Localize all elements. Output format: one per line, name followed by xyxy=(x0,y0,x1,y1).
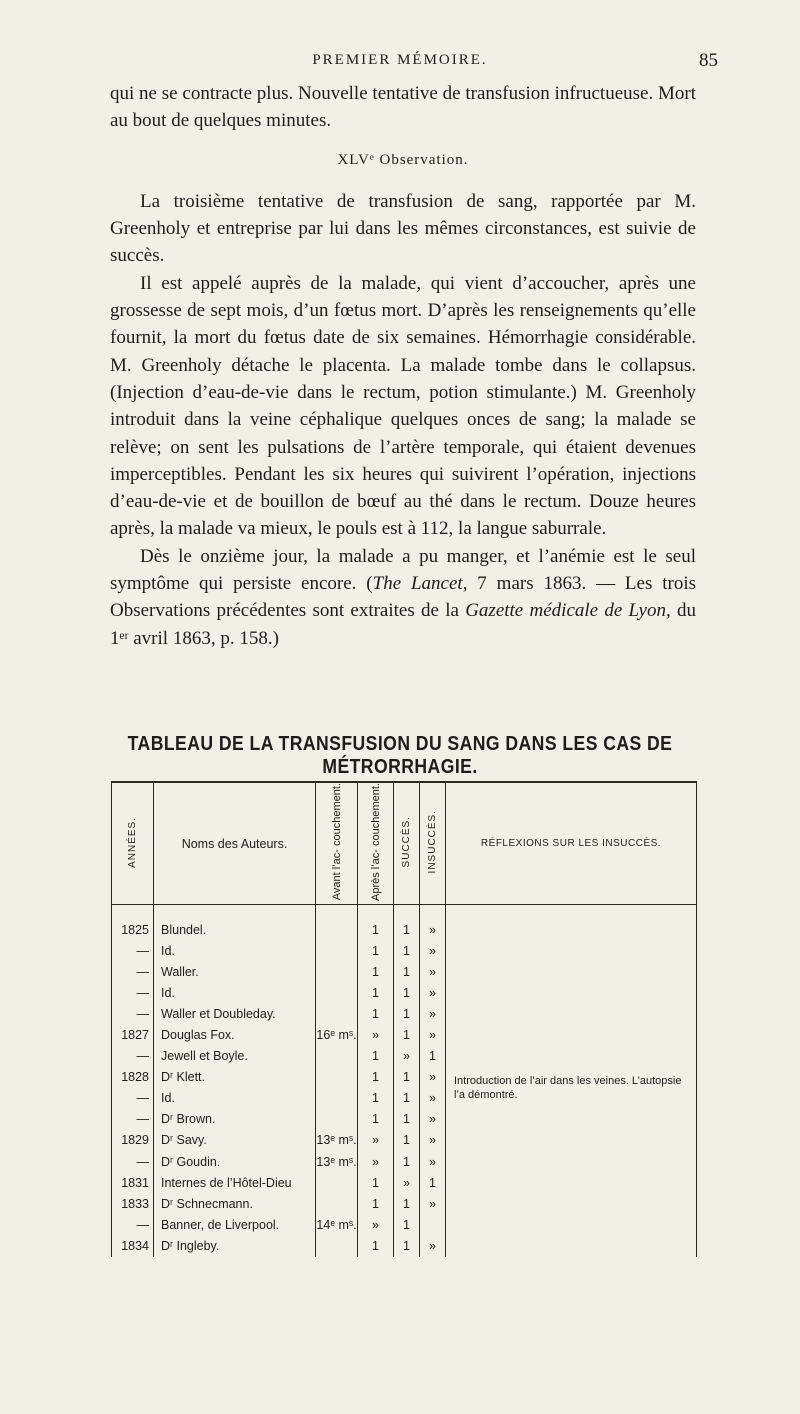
cell-year: — xyxy=(112,1214,154,1235)
cell-apres: 1 xyxy=(358,961,394,982)
cell-author: Jewell et Boyle. xyxy=(154,1046,316,1067)
cell-succes: 1 xyxy=(394,961,420,982)
cell-avant xyxy=(316,982,358,1003)
cell-insucces: » xyxy=(420,982,446,1003)
paragraph-intro: La troisième tentative de transfusion de sang, rapportée par M. Greenholy et entreprise par lui dans les mêmes circonstances, est suivie de succès. xyxy=(110,190,696,267)
transfusion-table xyxy=(111,781,697,1257)
cell-succes: 1 xyxy=(394,1067,420,1088)
cell-insucces: » xyxy=(420,961,446,982)
cell-insucces: » xyxy=(420,1193,446,1214)
outcome-text-end: du 1ᵉʳ avril 1863, p. 158.) xyxy=(110,600,696,649)
table-header-row xyxy=(112,782,697,905)
header-succes: SUCCÈS. xyxy=(394,782,420,905)
cell-avant xyxy=(316,905,358,941)
cell-succes: 1 xyxy=(394,1151,420,1172)
cell-year: 1828 xyxy=(112,1067,154,1088)
cell-succes: 1 xyxy=(394,1235,420,1256)
cell-avant xyxy=(316,1235,358,1256)
cell-avant xyxy=(316,1003,358,1024)
cell-insucces: » xyxy=(420,1130,446,1151)
cell-apres: 1 xyxy=(358,1109,394,1130)
cell-succes: 1 xyxy=(394,1193,420,1214)
cell-succes: » xyxy=(394,1046,420,1067)
cell-year: — xyxy=(112,1088,154,1109)
cell-avant xyxy=(316,1109,358,1130)
cell-insucces: » xyxy=(420,940,446,961)
cell-apres: 1 xyxy=(358,1235,394,1256)
cell-apres: » xyxy=(358,1024,394,1045)
outcome-text-mid: 7 mars 1863. — Les trois Observations précédentes sont extraites de la xyxy=(110,573,696,622)
paragraph-outcome xyxy=(110,543,696,652)
cell-insucces: » xyxy=(420,1003,446,1024)
cell-succes: » xyxy=(394,1172,420,1193)
header-annees: ANNÉES. xyxy=(112,782,154,905)
cell-avant: 13ᵉ mˢ. xyxy=(316,1151,358,1172)
cell-apres: 1 xyxy=(358,1003,394,1024)
cell-avant xyxy=(316,1172,358,1193)
lancet-citation: The Lancet, xyxy=(372,573,468,595)
reflexion-note: Introduction de l’air dans les veines. L’autopsie l’a démontré. xyxy=(454,1074,682,1101)
cell-year: — xyxy=(112,1109,154,1130)
cell-avant xyxy=(316,1046,358,1067)
cell-apres: 1 xyxy=(358,940,394,961)
cell-succes: 1 xyxy=(394,1088,420,1109)
table-body xyxy=(112,905,697,1257)
cell-avant: 16ᵉ mˢ. xyxy=(316,1024,358,1045)
paragraph-case: Il est appelé auprès de la malade, qui vient d’accoucher, après une grossesse de sept mois, d’un fœtus mort. D’après les renseignements qu’elle fournit, la mort du fœtus date de six semaines. Hémorrhagie considérable. M. Greenholy détache le placenta. La malade tombe dans le collapsus. (Injection d’eau-de-vie dans le rectum, potion stimulante.) M. Greenholy introduit dans la veine céphalique quelques onces de sang; la malade se relève; on sent les pulsations de l’artère temporale, qui étaient devenues imperceptibles. Pendant les six heures qui suivirent l’opération, injections d’eau-de-vie et de bouillon de bœuf au thé dans le rectum. Douze heures après, la malade va mieux, le pouls est à 112, la langue saburrale. xyxy=(110,272,696,540)
cell-insucces: 1 xyxy=(420,1172,446,1193)
cell-apres: » xyxy=(358,1151,394,1172)
cell-succes: 1 xyxy=(394,1214,420,1235)
cell-year: — xyxy=(112,982,154,1003)
cell-avant xyxy=(316,961,358,982)
cell-succes: 1 xyxy=(394,940,420,961)
cell-author: Dʳ Schnecmann. xyxy=(154,1193,316,1214)
paragraph-continuation: qui ne se contracte plus. Nouvelle tentative de transfusion infructueuse. Mort au bout de quelques minutes. xyxy=(110,83,696,132)
cell-apres: 1 xyxy=(358,1172,394,1193)
cell-apres: 1 xyxy=(358,1046,394,1067)
cell-year: — xyxy=(112,961,154,982)
cell-year: — xyxy=(112,1003,154,1024)
header-auteurs: Noms des Auteurs. xyxy=(154,782,316,905)
cell-avant: 13ᵉ mˢ. xyxy=(316,1130,358,1151)
cell-apres: 1 xyxy=(358,982,394,1003)
cell-year: 1831 xyxy=(112,1172,154,1193)
cell-year: 1834 xyxy=(112,1235,154,1256)
cell-apres: 1 xyxy=(358,1088,394,1109)
cell-apres: 1 xyxy=(358,905,394,941)
cell-year: 1825 xyxy=(112,905,154,941)
cell-succes: 1 xyxy=(394,1003,420,1024)
cell-insucces: » xyxy=(420,1151,446,1172)
cell-author: Id. xyxy=(154,940,316,961)
body-text xyxy=(110,80,696,652)
cell-insucces: » xyxy=(420,905,446,941)
page-number: 85 xyxy=(699,50,718,71)
cell-year: 1829 xyxy=(112,1130,154,1151)
cell-year: — xyxy=(112,1046,154,1067)
cell-year: — xyxy=(112,1151,154,1172)
gazette-citation: Gazette médicale de Lyon, xyxy=(465,600,671,622)
cell-avant xyxy=(316,1193,358,1214)
cell-insucces xyxy=(420,1214,446,1235)
cell-year: 1833 xyxy=(112,1193,154,1214)
cell-author: Dʳ Brown. xyxy=(154,1109,316,1130)
cell-author: Douglas Fox. xyxy=(154,1024,316,1045)
cell-succes: 1 xyxy=(394,905,420,941)
cell-apres: » xyxy=(358,1214,394,1235)
cell-author: Blundel. xyxy=(154,905,316,941)
reflexions-cell xyxy=(446,905,697,1257)
cell-author: Waller. xyxy=(154,961,316,982)
cell-succes: 1 xyxy=(394,982,420,1003)
cell-avant xyxy=(316,940,358,961)
cell-succes: 1 xyxy=(394,1130,420,1151)
cell-year: 1827 xyxy=(112,1024,154,1045)
cell-apres: » xyxy=(358,1130,394,1151)
running-title: PREMIER MÉMOIRE. xyxy=(312,52,488,68)
cell-author: Dʳ Klett. xyxy=(154,1067,316,1088)
header-reflexions: RÉFLEXIONS SUR LES INSUCCÈS. xyxy=(446,782,697,905)
table-title: TABLEAU DE LA TRANSFUSION DU SANG DANS LES CAS DE MÉTRORRHAGIE. xyxy=(127,733,673,778)
cell-apres: 1 xyxy=(358,1067,394,1088)
outcome-text: Dès le onzième jour, la malade a pu manger, et l’anémie est le seul symptôme qui persiste encore. ( xyxy=(110,545,696,595)
cell-author: Id. xyxy=(154,982,316,1003)
cell-succes: 1 xyxy=(394,1024,420,1045)
cell-author: Dʳ Goudin. xyxy=(154,1151,316,1172)
cell-insucces: » xyxy=(420,1024,446,1045)
cell-year: — xyxy=(112,940,154,961)
cell-insucces: » xyxy=(420,1067,446,1088)
header-insucces: INSUCCÈS. xyxy=(420,782,446,905)
cell-author: Internes de l’Hôtel-Dieu xyxy=(154,1172,316,1193)
cell-avant: 14ᵉ mˢ. xyxy=(316,1214,358,1235)
cell-author: Banner, de Liverpool. xyxy=(154,1214,316,1235)
cell-author: Id. xyxy=(154,1088,316,1109)
cell-insucces: 1 xyxy=(420,1046,446,1067)
cell-author: Dʳ Ingleby. xyxy=(154,1235,316,1256)
observation-heading: XLVᵉ Observation. xyxy=(337,151,469,168)
cell-avant xyxy=(316,1067,358,1088)
header-avant: Avant l’ac- couchement. xyxy=(316,782,358,905)
cell-insucces: » xyxy=(420,1235,446,1256)
running-head xyxy=(0,52,800,76)
cell-insucces: » xyxy=(420,1088,446,1109)
cell-apres: 1 xyxy=(358,1193,394,1214)
cell-succes: 1 xyxy=(394,1109,420,1130)
header-apres: Après l’ac- couchement. xyxy=(358,782,394,905)
table-row xyxy=(112,905,697,941)
cell-avant xyxy=(316,1088,358,1109)
cell-insucces: » xyxy=(420,1109,446,1130)
cell-author: Dʳ Savy. xyxy=(154,1130,316,1151)
transfusion-table-wrapper xyxy=(111,781,696,1414)
cell-author: Waller et Doubleday. xyxy=(154,1003,316,1024)
